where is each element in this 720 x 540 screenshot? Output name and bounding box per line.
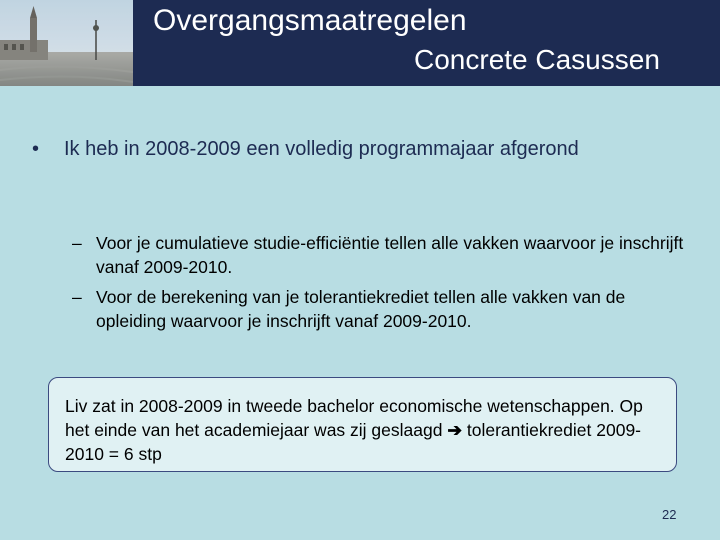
slide-title: Overgangsmaatregelen <box>153 4 467 37</box>
page-number: 22 <box>662 507 677 522</box>
main-bullet <box>32 136 672 162</box>
sub-bullet <box>72 285 687 333</box>
sub-bullet-text: Voor de berekening van je tolerantiekrediet tellen alle vakken van de opleiding waarvoor je inschrijft vanaf 2009-2010. <box>96 287 626 331</box>
dash-mark: – <box>72 233 82 253</box>
sub-bullet-text: Voor je cumulatieve studie-efficiëntie tellen alle vakken waarvoor je inschrijft vanaf 2009-2010. <box>96 233 684 277</box>
main-bullet-text: Ik heb in 2008-2009 een volledig programmajaar afgerond <box>64 138 579 160</box>
slide-subtitle: Concrete Casussen <box>414 44 660 75</box>
header-photo <box>0 0 133 86</box>
case-text <box>65 394 665 466</box>
case-text-start: Liv zat in 2008-2009 in tweede bachelor economische wetenschappen. Op het einde van het academiejaar was zij geslaagd <box>65 396 643 440</box>
case-text-end: tolerantiekrediet 2009-2010 = 6 stp <box>65 420 641 464</box>
arrow-right-icon: ➔ <box>447 420 462 440</box>
sub-bullet <box>72 231 687 279</box>
slide-header <box>0 0 720 86</box>
dash-mark: – <box>72 287 82 307</box>
case-box <box>48 377 677 472</box>
bullet-mark: • <box>32 138 40 160</box>
